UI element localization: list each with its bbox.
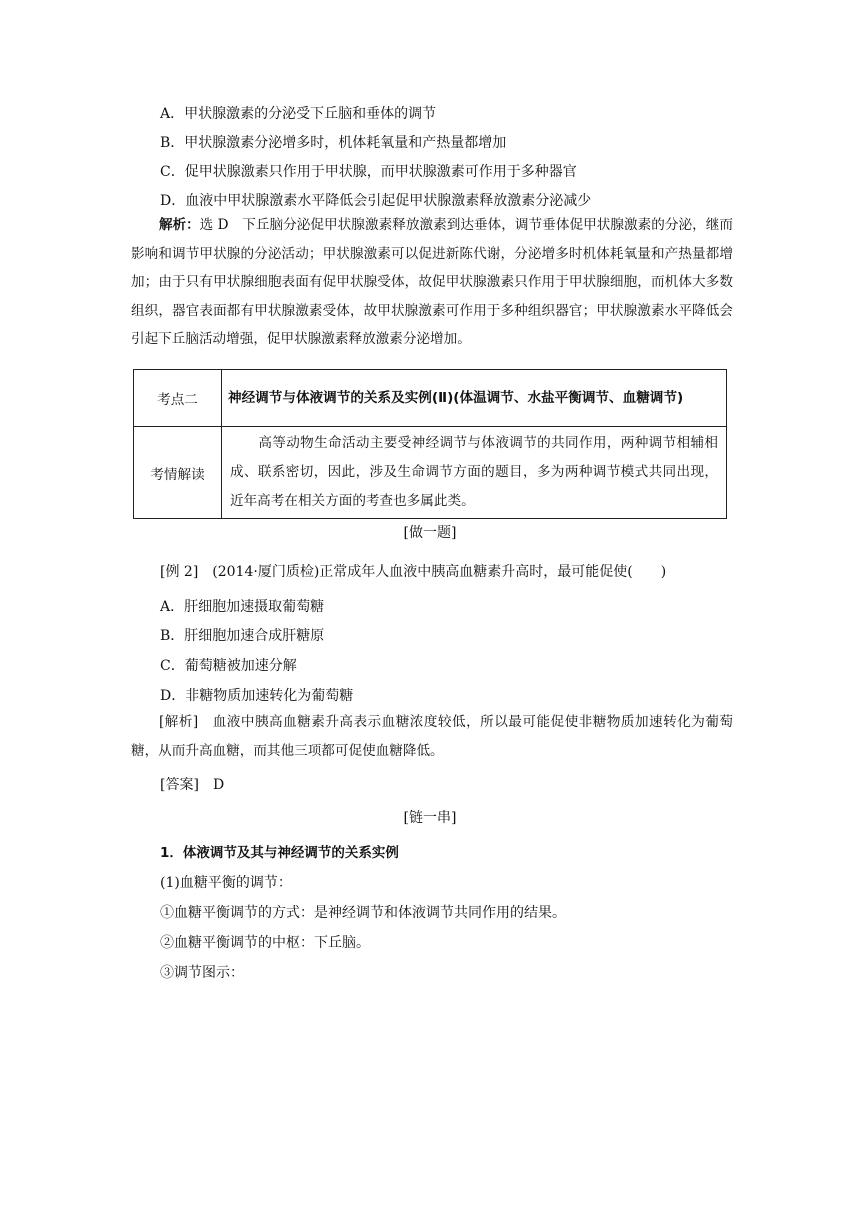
example-2-tag: [例 2] <box>160 564 199 580</box>
exam-interpretation-label: 考情解读 <box>134 427 222 519</box>
example-2-analysis <box>131 708 733 765</box>
section-heading-do-one: [做一题] <box>403 525 457 541</box>
q1-option-c: C．促甲状腺激素只作用于甲状腺，而甲状腺激素可作用于多种器官 <box>160 164 577 180</box>
exam-point-row <box>134 370 727 427</box>
chain-heading: 1．体液调节及其与神经调节的关系实例 <box>160 845 399 861</box>
example-2-answer <box>160 775 224 795</box>
example-2-option-c: C．葡萄糖被加速分解 <box>160 658 297 674</box>
exam-interpretation-content: 高等动物生命活动主要受神经调节与体液调节的共同作用，两种调节相辅相成、联系密切，因此，涉及生命调节方面的题目，多为两种调节模式共同出现，近年高考在相关方面的考查也多属此类。 <box>230 435 718 509</box>
chain-item-1: ①血糖平衡调节的方式：是神经调节和体液调节共同作用的结果。 <box>160 905 566 921</box>
chain-item-2: ②血糖平衡调节的中枢：下丘脑。 <box>160 935 370 951</box>
example-2-option-b: B．肝细胞加速合成肝糖原 <box>160 628 325 644</box>
exam-point-table <box>133 369 727 519</box>
example-2-stem <box>160 562 666 582</box>
example-2-option-d: D．非糖物质加速转化为葡萄糖 <box>160 688 354 704</box>
q1-analysis-label: 解析： <box>159 217 200 233</box>
example-2-answer-tag: [答案] <box>160 777 199 793</box>
section-heading-chain: [链一串] <box>403 810 457 826</box>
chain-subheading: (1)血糖平衡的调节： <box>160 875 292 891</box>
q1-option-d: D．血液中甲状腺激素水平降低会引起促甲状腺激素释放激素分泌减少 <box>160 193 592 209</box>
example-2-analysis-text: 血液中胰高血糖素升高表示血糖浓度较低，所以最可能促使非糖物质加速转化为葡萄糖，从而升高血糖，而其他三项都可促使血糖降低。 <box>131 714 734 759</box>
example-2-answer-value: D <box>212 777 225 793</box>
chain-item-3: ③调节图示： <box>160 965 244 981</box>
exam-point-label: 考点二 <box>134 370 222 427</box>
example-2-analysis-tag: [解析] <box>159 714 199 730</box>
example-2-option-a: A．肝细胞加速摄取葡萄糖 <box>160 599 325 615</box>
q1-option-a: A．甲状腺激素的分泌受下丘脑和垂体的调节 <box>160 106 437 122</box>
q1-option-b: B．甲状腺激素分泌增多时，机体耗氧量和产热量都增加 <box>160 135 507 151</box>
example-2-question: 正常成年人血液中胰高血糖素升高时，最可能促使( ) <box>319 564 667 580</box>
q1-analysis-text: 选 D 下丘脑分泌促甲状腺激素释放激素到达垂体，调节垂体促甲状腺激素的分泌，继而影响和调节甲状腺的分泌活动；甲状腺激素可以促进新陈代谢，分泌增多时机体耗氧量和产热量都增加；由于只有甲状腺细胞表面有促甲状腺受体，故促甲状腺激素只作用于甲状腺细胞，而机体大多数组织，器官表面都有甲状腺激素受体，故甲状腺激素可作用于多种组织器官；甲状腺激素水平降低会引起下丘脑活动增强，促甲状腺激素释放激素分泌增加。 <box>131 217 734 347</box>
example-2-source: (2014·厦门质检) <box>212 564 320 580</box>
q1-analysis <box>131 211 733 354</box>
exam-point-title: 神经调节与体液调节的关系及实例(Ⅱ)(体温调节、水盐平衡调节、血糖调节) <box>222 370 727 427</box>
exam-interpretation-row <box>134 427 727 519</box>
exam-interpretation-text <box>222 427 727 519</box>
